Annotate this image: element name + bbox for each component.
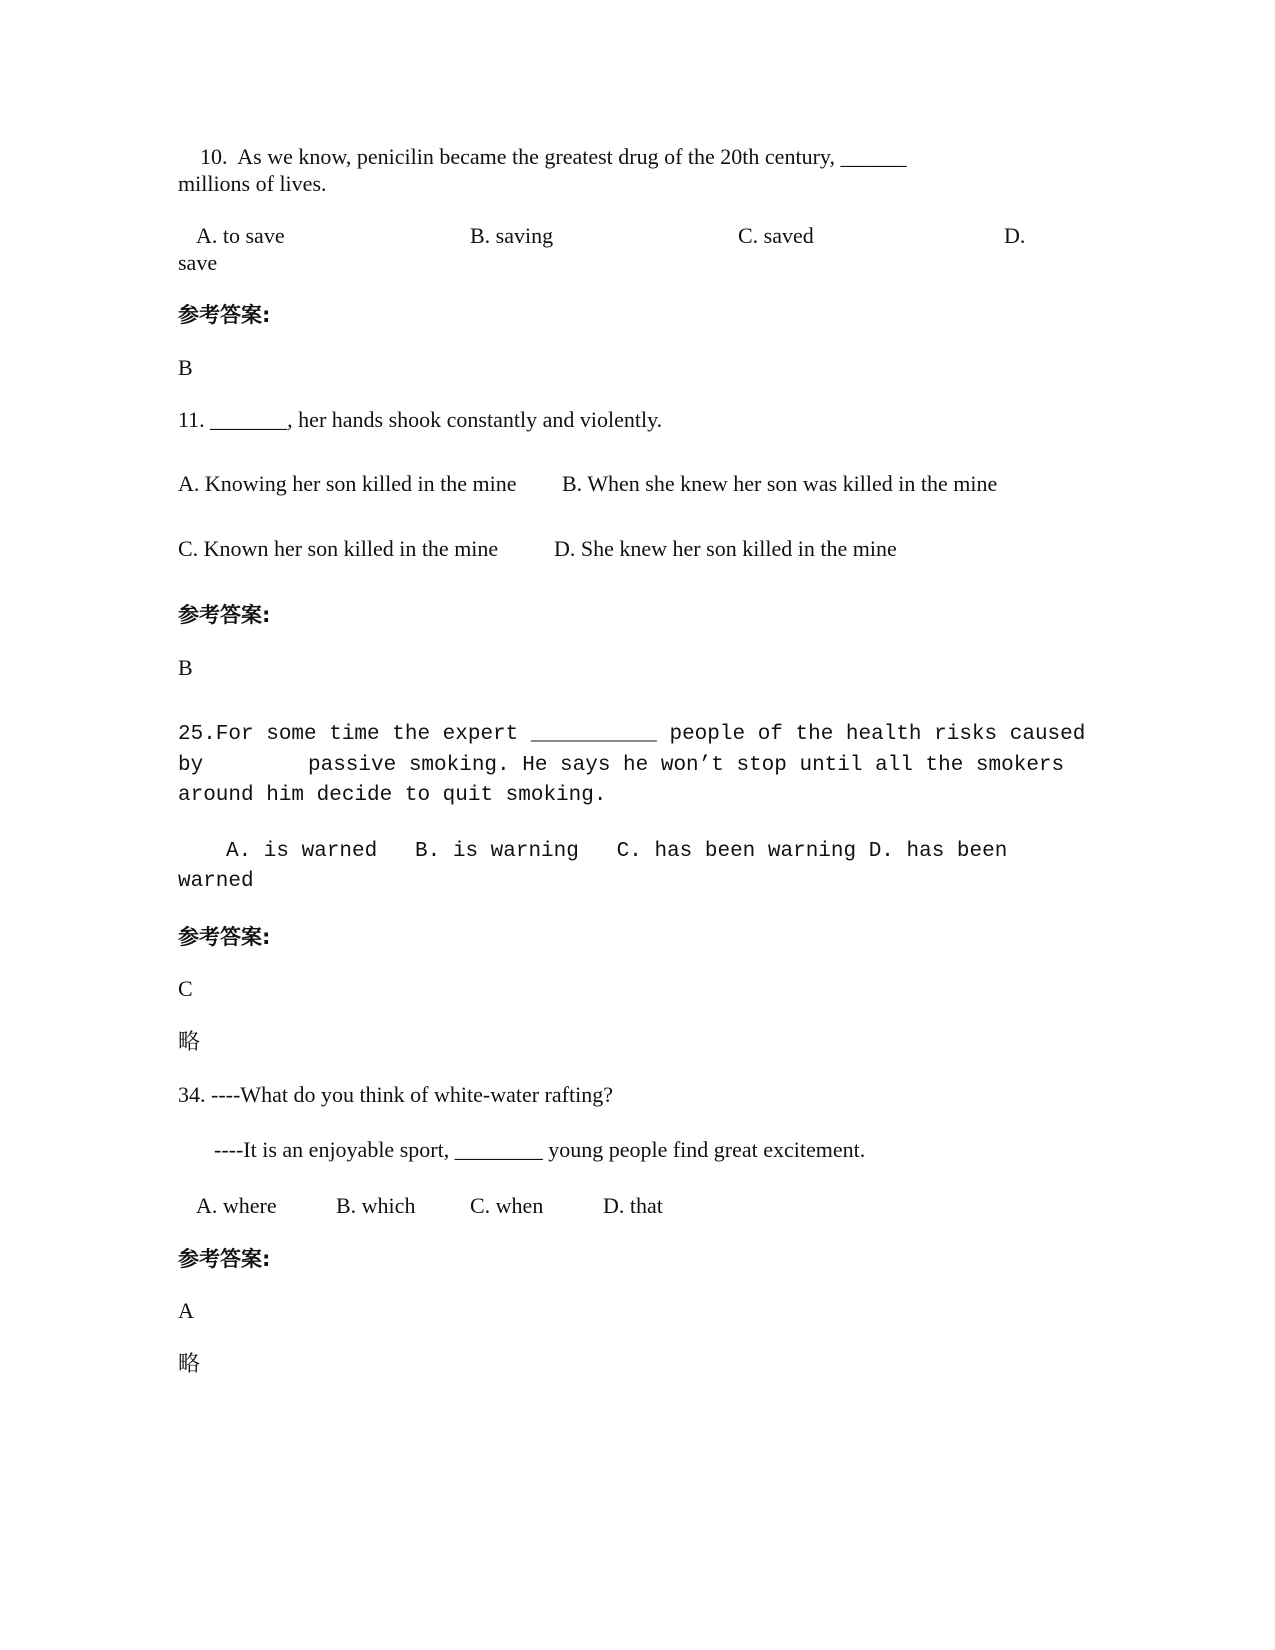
- q25-options: A. is warned B. is warning C. has been warning D. has been: [226, 840, 1008, 863]
- q34-option-b: B. which: [336, 1193, 416, 1218]
- q25-stem: 25.For some time the expert __________ people of the health risks caused: [178, 723, 1086, 746]
- q25-stem-by: by: [178, 754, 204, 777]
- q25-stem-end: around him decide to quit smoking.: [178, 784, 607, 807]
- answer-heading: 参考答案:: [178, 603, 271, 627]
- q10-stem: 10. As we know, penicilin became the greatest drug of the 20th century, ______: [200, 144, 907, 169]
- q25-note: 略: [178, 1029, 201, 1054]
- q10-stem-cont: millions of lives.: [178, 171, 327, 196]
- q11-option-b: B. When she knew her son was killed in the mine: [562, 471, 998, 496]
- q25-answer: C: [178, 976, 193, 1001]
- q25-stem-cont: passive smoking. He says he won’t stop until all the smokers: [308, 754, 1065, 777]
- q10-option-d: D.: [1004, 223, 1026, 248]
- answer-heading: 参考答案:: [178, 925, 271, 949]
- q34-note: 略: [178, 1351, 201, 1376]
- q34-option-c: C. when: [470, 1193, 544, 1218]
- q11-answer: B: [178, 655, 193, 680]
- q25-options-cont: warned: [178, 870, 254, 893]
- q34-stem: 34. ----What do you think of white-water rafting?: [178, 1082, 613, 1107]
- q34-stem-reply: ----It is an enjoyable sport, ________ young people find great excitement.: [214, 1137, 866, 1162]
- q10-option-c: C. saved: [738, 223, 814, 248]
- q10-option-a: A. to save: [196, 223, 285, 248]
- q34-option-d: D. that: [603, 1193, 663, 1218]
- q11-option-a: A. Knowing her son killed in the mine: [178, 471, 517, 496]
- q11-option-d: D. She knew her son killed in the mine: [554, 536, 897, 561]
- q10-option-d-cont: save: [178, 250, 218, 275]
- q10-option-b: B. saving: [470, 223, 554, 248]
- q11-option-c: C. Known her son killed in the mine: [178, 536, 499, 561]
- answer-heading: 参考答案:: [178, 1247, 271, 1271]
- q11-stem: 11. _______, her hands shook constantly and violently.: [178, 407, 663, 432]
- q34-option-a: A. where: [196, 1193, 277, 1218]
- q34-answer: A: [178, 1298, 194, 1323]
- q10-answer: B: [178, 355, 193, 380]
- answer-heading: 参考答案:: [178, 303, 271, 327]
